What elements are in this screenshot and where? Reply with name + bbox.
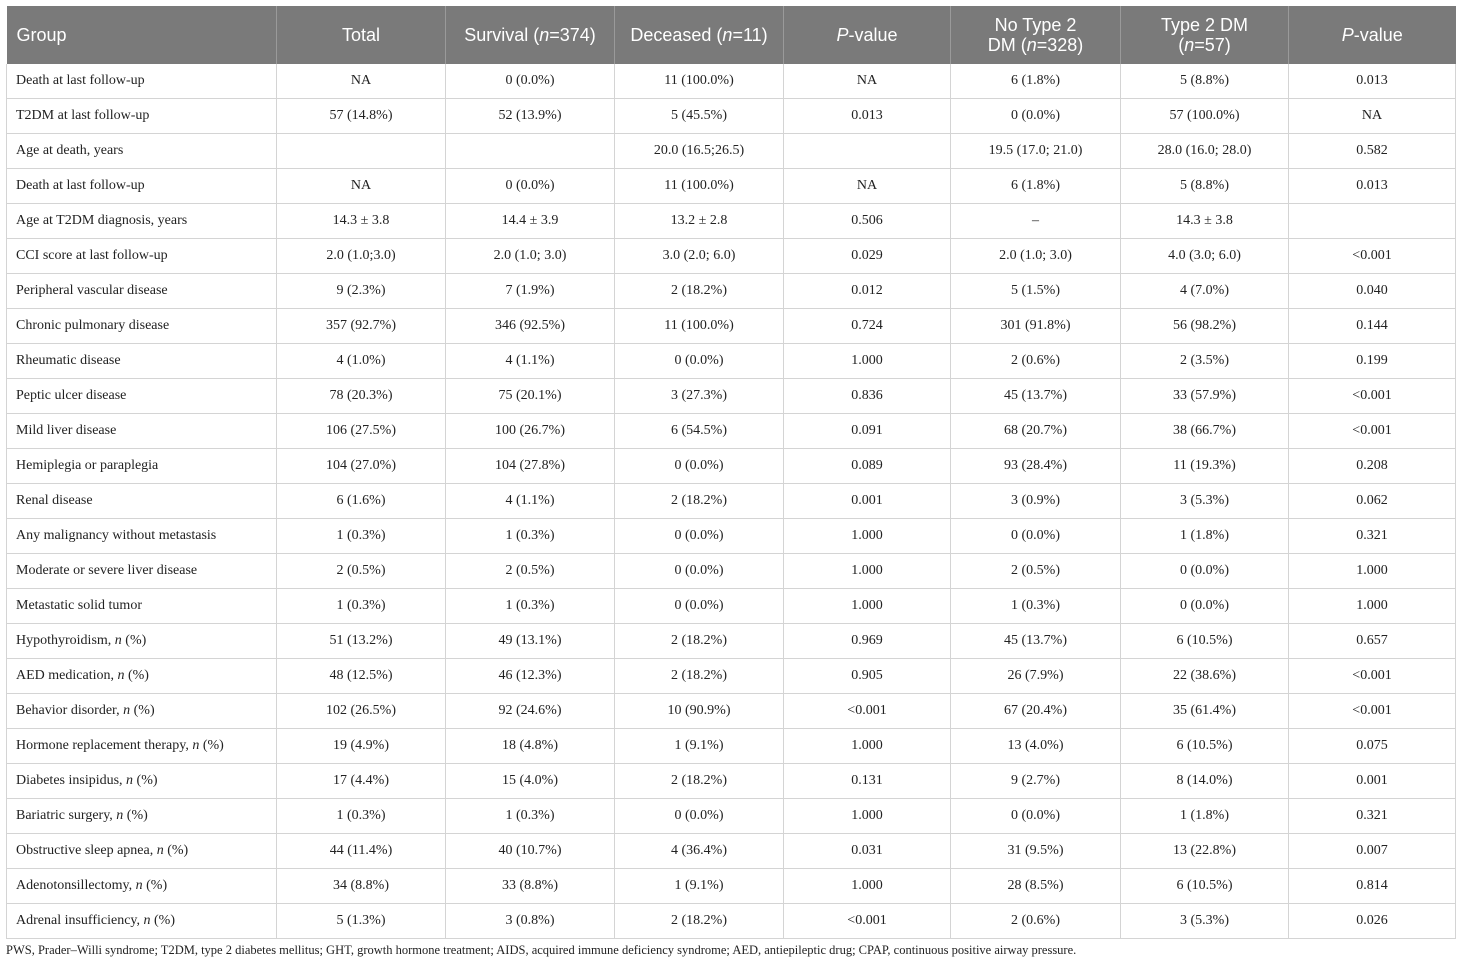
data-table-container (6, 6, 1455, 939)
row-label: Moderate or severe liver disease (7, 554, 277, 589)
table-cell: 1.000 (784, 729, 951, 764)
table-cell: 1 (9.1%) (615, 729, 784, 764)
table-cell: <0.001 (1289, 239, 1456, 274)
header-group: Group (7, 6, 277, 64)
row-label: CCI score at last follow-up (7, 239, 277, 274)
table-cell: 0 (0.0%) (615, 344, 784, 379)
table-row (7, 99, 1456, 134)
table-row (7, 204, 1456, 239)
table-row (7, 624, 1456, 659)
table-cell: 2 (18.2%) (615, 624, 784, 659)
table-cell: 357 (92.7%) (277, 309, 446, 344)
row-label: Adenotonsillectomy, n (%) (7, 869, 277, 904)
table-cell (1289, 204, 1456, 239)
table-cell: 0.013 (1289, 169, 1456, 204)
table-cell: 48 (12.5%) (277, 659, 446, 694)
table-row (7, 379, 1456, 414)
table-cell: 2 (0.6%) (951, 904, 1121, 939)
row-label: Hemiplegia or paraplegia (7, 449, 277, 484)
row-label: Renal disease (7, 484, 277, 519)
table-cell: 44 (11.4%) (277, 834, 446, 869)
table-cell: 0.905 (784, 659, 951, 694)
table-cell: 11 (100.0%) (615, 169, 784, 204)
row-label: Adrenal insufficiency, n (%) (7, 904, 277, 939)
table-cell: 104 (27.0%) (277, 449, 446, 484)
table-cell: 52 (13.9%) (446, 99, 615, 134)
table-footnote: PWS, Prader–Willi syndrome; T2DM, type 2 diabetes mellitus; GHT, growth hormone treatment; AIDS, acquired immune deficiency syndrome; AED, antiepileptic drug; CPAP, continuous positive airway pressure. (6, 943, 1077, 957)
table-cell: 0.836 (784, 379, 951, 414)
table-cell: 11 (100.0%) (615, 309, 784, 344)
table-cell: NA (277, 64, 446, 99)
table-cell: 2 (18.2%) (615, 659, 784, 694)
table-cell: 1 (9.1%) (615, 869, 784, 904)
table-cell: 1 (0.3%) (277, 519, 446, 554)
table-cell: 0.208 (1289, 449, 1456, 484)
table-cell: 4 (1.1%) (446, 344, 615, 379)
table-cell: 5 (8.8%) (1121, 64, 1289, 99)
row-label: Mild liver disease (7, 414, 277, 449)
table-cell: 46 (12.3%) (446, 659, 615, 694)
table-row (7, 554, 1456, 589)
table-cell: 4 (36.4%) (615, 834, 784, 869)
table-cell: 5 (1.3%) (277, 904, 446, 939)
table-cell: 0.582 (1289, 134, 1456, 169)
table-row (7, 134, 1456, 169)
table-cell: 106 (27.5%) (277, 414, 446, 449)
table-cell: 4 (1.0%) (277, 344, 446, 379)
table-cell: 20.0 (16.5;26.5) (615, 134, 784, 169)
table-row (7, 239, 1456, 274)
table-cell: 0.012 (784, 274, 951, 309)
table-row (7, 764, 1456, 799)
table-cell: 1 (0.3%) (446, 519, 615, 554)
table-cell: 104 (27.8%) (446, 449, 615, 484)
table-cell: 6 (10.5%) (1121, 869, 1289, 904)
table-cell: 51 (13.2%) (277, 624, 446, 659)
table-cell: 1.000 (784, 799, 951, 834)
header-row (7, 6, 1456, 64)
table-cell: 2 (18.2%) (615, 274, 784, 309)
header-survival: Survival (n=374) (446, 6, 615, 64)
table-row (7, 274, 1456, 309)
table-cell: 0.657 (1289, 624, 1456, 659)
table-cell: 100 (26.7%) (446, 414, 615, 449)
table-cell: 2 (0.5%) (277, 554, 446, 589)
row-label: Peptic ulcer disease (7, 379, 277, 414)
table-cell: 13.2 ± 2.8 (615, 204, 784, 239)
table-cell: 1.000 (784, 554, 951, 589)
row-label: Rheumatic disease (7, 344, 277, 379)
table-row (7, 799, 1456, 834)
row-label: Diabetes insipidus, n (%) (7, 764, 277, 799)
table-cell: 6 (1.8%) (951, 169, 1121, 204)
table-cell: 1.000 (784, 519, 951, 554)
table-cell: NA (784, 64, 951, 99)
table-cell: 0.001 (784, 484, 951, 519)
row-label: Death at last follow-up (7, 64, 277, 99)
table-row (7, 589, 1456, 624)
table-cell: 75 (20.1%) (446, 379, 615, 414)
table-cell: 3 (5.3%) (1121, 484, 1289, 519)
table-cell: 102 (26.5%) (277, 694, 446, 729)
table-cell: 35 (61.4%) (1121, 694, 1289, 729)
table-cell: 3 (5.3%) (1121, 904, 1289, 939)
table-cell: 2 (18.2%) (615, 484, 784, 519)
table-row (7, 309, 1456, 344)
table-cell: <0.001 (784, 904, 951, 939)
table-cell: 45 (13.7%) (951, 379, 1121, 414)
table-cell: 67 (20.4%) (951, 694, 1121, 729)
table-cell: 1 (1.8%) (1121, 799, 1289, 834)
table-cell: 2.0 (1.0;3.0) (277, 239, 446, 274)
table-cell: 346 (92.5%) (446, 309, 615, 344)
table-cell: 34 (8.8%) (277, 869, 446, 904)
table-cell: 2 (18.2%) (615, 904, 784, 939)
table-cell: 40 (10.7%) (446, 834, 615, 869)
table-cell: 0 (0.0%) (951, 519, 1121, 554)
table-cell: 1.000 (784, 869, 951, 904)
table-cell: – (951, 204, 1121, 239)
table-cell: 33 (57.9%) (1121, 379, 1289, 414)
table-cell: 1 (0.3%) (277, 589, 446, 624)
table-cell: 19.5 (17.0; 21.0) (951, 134, 1121, 169)
table-cell: 0.026 (1289, 904, 1456, 939)
table-row (7, 659, 1456, 694)
table-cell (784, 134, 951, 169)
table-cell: 56 (98.2%) (1121, 309, 1289, 344)
table-cell: 13 (4.0%) (951, 729, 1121, 764)
row-label: Obstructive sleep apnea, n (%) (7, 834, 277, 869)
table-cell: 0.001 (1289, 764, 1456, 799)
table-cell: 33 (8.8%) (446, 869, 615, 904)
table-cell: 14.3 ± 3.8 (277, 204, 446, 239)
table-cell: 38 (66.7%) (1121, 414, 1289, 449)
table-cell: 11 (19.3%) (1121, 449, 1289, 484)
row-label: Age at T2DM diagnosis, years (7, 204, 277, 239)
table-cell: 0.029 (784, 239, 951, 274)
table-cell: 2 (0.5%) (446, 554, 615, 589)
table-row (7, 484, 1456, 519)
table-cell: 11 (100.0%) (615, 64, 784, 99)
table-cell (277, 134, 446, 169)
table-cell: 6 (1.6%) (277, 484, 446, 519)
table-cell: 3 (0.9%) (951, 484, 1121, 519)
table-cell: 28.0 (16.0; 28.0) (1121, 134, 1289, 169)
table-cell: 6 (1.8%) (951, 64, 1121, 99)
table-cell: 1 (0.3%) (446, 799, 615, 834)
table-cell: <0.001 (1289, 694, 1456, 729)
table-cell: 92 (24.6%) (446, 694, 615, 729)
table-cell: 0.131 (784, 764, 951, 799)
table-row (7, 694, 1456, 729)
table-cell: 49 (13.1%) (446, 624, 615, 659)
table-cell: 0 (0.0%) (1121, 589, 1289, 624)
table-cell: 4 (7.0%) (1121, 274, 1289, 309)
table-cell: 0 (0.0%) (615, 449, 784, 484)
table-cell: 6 (10.5%) (1121, 624, 1289, 659)
table-cell: 0.506 (784, 204, 951, 239)
row-label: Metastatic solid tumor (7, 589, 277, 624)
table-cell: 0.969 (784, 624, 951, 659)
table-cell: 0.814 (1289, 869, 1456, 904)
table-cell: 2.0 (1.0; 3.0) (951, 239, 1121, 274)
table-cell: 14.3 ± 3.8 (1121, 204, 1289, 239)
table-cell: 1 (0.3%) (277, 799, 446, 834)
row-label: AED medication, n (%) (7, 659, 277, 694)
table-cell: 2 (18.2%) (615, 764, 784, 799)
table-cell: <0.001 (784, 694, 951, 729)
header-no-type2-dm: No Type 2 DM (n=328) (951, 6, 1121, 64)
table-cell: 8 (14.0%) (1121, 764, 1289, 799)
table-cell: 1 (1.8%) (1121, 519, 1289, 554)
table-cell: 0.321 (1289, 519, 1456, 554)
table-cell: 78 (20.3%) (277, 379, 446, 414)
table-cell: 19 (4.9%) (277, 729, 446, 764)
table-cell: 0.091 (784, 414, 951, 449)
table-cell: 57 (100.0%) (1121, 99, 1289, 134)
table-cell: 5 (45.5%) (615, 99, 784, 134)
table-row (7, 869, 1456, 904)
row-label: Hormone replacement therapy, n (%) (7, 729, 277, 764)
table-cell: 0 (0.0%) (615, 589, 784, 624)
table-cell: 0 (0.0%) (615, 519, 784, 554)
table-cell: <0.001 (1289, 659, 1456, 694)
table-cell: 0 (0.0%) (951, 799, 1121, 834)
table-cell: 10 (90.9%) (615, 694, 784, 729)
data-table (6, 6, 1456, 939)
row-label: Peripheral vascular disease (7, 274, 277, 309)
table-cell: 5 (1.5%) (951, 274, 1121, 309)
row-label: Bariatric surgery, n (%) (7, 799, 277, 834)
table-cell: 0.013 (784, 99, 951, 134)
table-cell: 57 (14.8%) (277, 99, 446, 134)
table-cell: 0.199 (1289, 344, 1456, 379)
table-body (7, 64, 1456, 939)
table-cell: 301 (91.8%) (951, 309, 1121, 344)
row-label: Hypothyroidism, n (%) (7, 624, 277, 659)
table-cell: 3 (27.3%) (615, 379, 784, 414)
table-cell: 5 (8.8%) (1121, 169, 1289, 204)
header-p-value-1: P-value (784, 6, 951, 64)
table-cell: 7 (1.9%) (446, 274, 615, 309)
table-cell: 17 (4.4%) (277, 764, 446, 799)
table-cell: 0.724 (784, 309, 951, 344)
table-cell: <0.001 (1289, 379, 1456, 414)
row-label: T2DM at last follow-up (7, 99, 277, 134)
table-cell: 0 (0.0%) (615, 554, 784, 589)
table-cell: 45 (13.7%) (951, 624, 1121, 659)
table-row (7, 834, 1456, 869)
table-header (7, 6, 1456, 64)
row-label: Death at last follow-up (7, 169, 277, 204)
table-cell: <0.001 (1289, 414, 1456, 449)
table-cell: 1 (0.3%) (951, 589, 1121, 624)
table-cell: NA (277, 169, 446, 204)
table-cell: 4 (1.1%) (446, 484, 615, 519)
table-cell: 22 (38.6%) (1121, 659, 1289, 694)
table-cell: 2.0 (1.0; 3.0) (446, 239, 615, 274)
table-cell: 0.321 (1289, 799, 1456, 834)
table-cell: 1 (0.3%) (446, 589, 615, 624)
table-cell: 4.0 (3.0; 6.0) (1121, 239, 1289, 274)
table-cell (446, 134, 615, 169)
table-cell: 0.040 (1289, 274, 1456, 309)
table-cell: 15 (4.0%) (446, 764, 615, 799)
table-cell: 0 (0.0%) (446, 169, 615, 204)
table-cell: 9 (2.3%) (277, 274, 446, 309)
table-row (7, 344, 1456, 379)
table-cell: 6 (10.5%) (1121, 729, 1289, 764)
row-label: Age at death, years (7, 134, 277, 169)
header-p-value-2: P-value (1289, 6, 1456, 64)
table-cell: 0.013 (1289, 64, 1456, 99)
table-cell: 0.144 (1289, 309, 1456, 344)
table-cell: 28 (8.5%) (951, 869, 1121, 904)
table-cell: 0.089 (784, 449, 951, 484)
table-cell: 68 (20.7%) (951, 414, 1121, 449)
table-cell: 26 (7.9%) (951, 659, 1121, 694)
header-deceased: Deceased (n=11) (615, 6, 784, 64)
table-cell: 1.000 (784, 344, 951, 379)
table-cell: 0.031 (784, 834, 951, 869)
table-cell: 2 (0.6%) (951, 344, 1121, 379)
table-cell: 0 (0.0%) (1121, 554, 1289, 589)
table-row (7, 729, 1456, 764)
table-cell: 1.000 (784, 589, 951, 624)
table-cell: 2 (0.5%) (951, 554, 1121, 589)
table-cell: 2 (3.5%) (1121, 344, 1289, 379)
table-cell: 0 (0.0%) (446, 64, 615, 99)
table-cell: 0 (0.0%) (951, 99, 1121, 134)
table-row (7, 904, 1456, 939)
table-row (7, 519, 1456, 554)
table-cell: 1.000 (1289, 589, 1456, 624)
table-row (7, 414, 1456, 449)
table-cell: 0 (0.0%) (615, 799, 784, 834)
table-cell: 13 (22.8%) (1121, 834, 1289, 869)
table-cell: 3 (0.8%) (446, 904, 615, 939)
table-cell: 0.075 (1289, 729, 1456, 764)
table-cell: 1.000 (1289, 554, 1456, 589)
table-cell: 9 (2.7%) (951, 764, 1121, 799)
row-label: Any malignancy without metastasis (7, 519, 277, 554)
row-label: Behavior disorder, n (%) (7, 694, 277, 729)
table-cell: 3.0 (2.0; 6.0) (615, 239, 784, 274)
table-cell: 0.007 (1289, 834, 1456, 869)
table-cell: 6 (54.5%) (615, 414, 784, 449)
header-type2-dm: Type 2 DM (n=57) (1121, 6, 1289, 64)
table-row (7, 64, 1456, 99)
table-cell: NA (784, 169, 951, 204)
row-label: Chronic pulmonary disease (7, 309, 277, 344)
table-cell: 31 (9.5%) (951, 834, 1121, 869)
table-row (7, 169, 1456, 204)
table-cell: 18 (4.8%) (446, 729, 615, 764)
table-cell: NA (1289, 99, 1456, 134)
table-cell: 14.4 ± 3.9 (446, 204, 615, 239)
table-cell: 0.062 (1289, 484, 1456, 519)
table-row (7, 449, 1456, 484)
table-cell: 93 (28.4%) (951, 449, 1121, 484)
header-total: Total (277, 6, 446, 64)
